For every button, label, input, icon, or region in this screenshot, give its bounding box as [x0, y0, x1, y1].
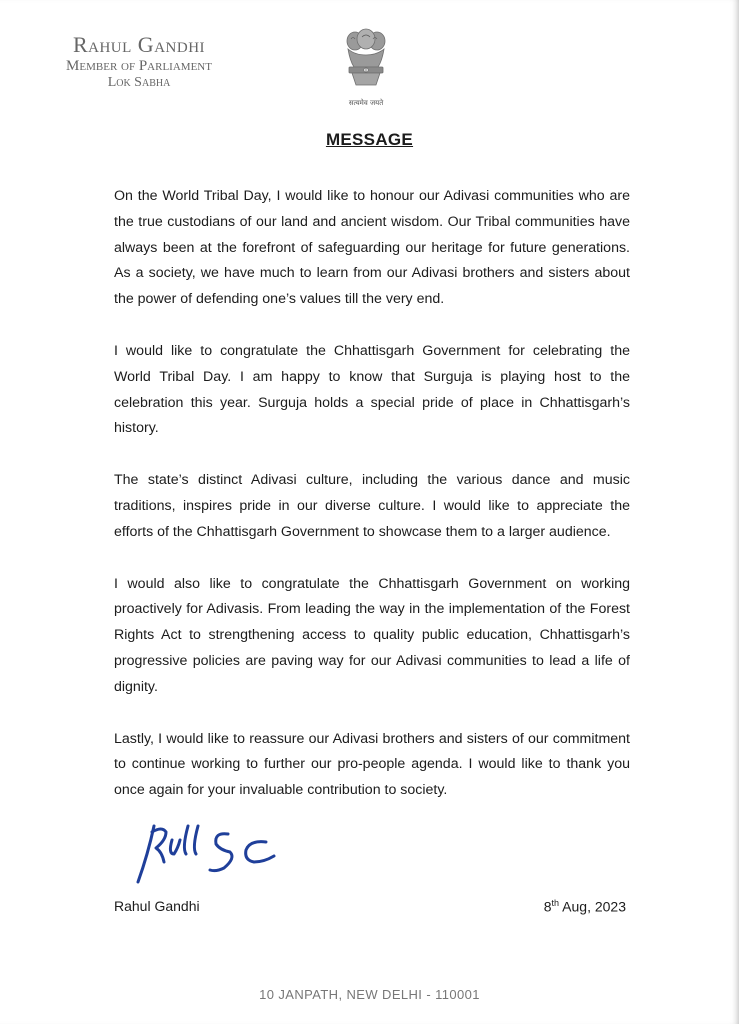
signature-graphic [132, 818, 282, 888]
letterhead-name: Rahul Gandhi [72, 32, 206, 57]
letterhead [49, 33, 229, 91]
message-body [114, 184, 630, 830]
letterhead-role: Member of Parliament [66, 58, 212, 74]
letter-date [544, 898, 626, 915]
paragraph-5: Lastly, I would like to reassure our Adivasi brothers and sisters of our commitment to continue working to further our pro-people agenda. I would like to thank you once again for your invaluable contribution to society. [114, 730, 630, 799]
paragraph-4: I would also like to congratulate the Chhattisgarh Government on working proactively for Adivasis. From leading the way in the implementation of the Forest Rights Act to strengthening access to quality public education, Chhattisgarh’s progressive policies are paving way for our Adivasi communities to lead a life of dignity. [114, 575, 630, 695]
date-rest: Aug, 2023 [559, 898, 626, 915]
letterhead-house: Lok Sabha [107, 75, 171, 90]
emblem-motto: सत्यमेव जयते [348, 99, 384, 107]
page-title: MESSAGE [325, 130, 414, 149]
paragraph-2: I would like to congratulate the Chhattisgarh Government for celebrating the World Tribal Day. I am happy to know that Surguja is playing host to the celebration this year. Surguja holds a special pride of place in Chhattisgarh’s history. [114, 342, 630, 437]
date-suffix: th [551, 898, 560, 908]
date-day: 8 [543, 898, 552, 915]
paragraph-3: The state’s distinct Adivasi culture, including the various dance and music traditions, inspires pride in our diverse culture. I would like to appreciate the efforts of the Chhattisgarh Government to showcase them to a larger audience. [114, 472, 630, 540]
national-emblem-icon [342, 27, 390, 107]
signatory-name: Rahul Gandhi [114, 898, 200, 914]
emblem-graphic [342, 27, 390, 99]
footer-address: 10 JANPATH, NEW DELHI - 110001 [259, 987, 480, 1002]
paragraph-1: On the World Tribal Day, I would like to honour our Adivasi communities who are the true custodians of our land and ancient wisdom. Our Tribal communities have always been at the forefront of safeguarding our heritage for future generations. As a society, we have much to learn from our Adivasi brothers and sisters about the power of defending one’s values till the very end. [114, 188, 630, 308]
handwritten-signature [132, 818, 282, 888]
